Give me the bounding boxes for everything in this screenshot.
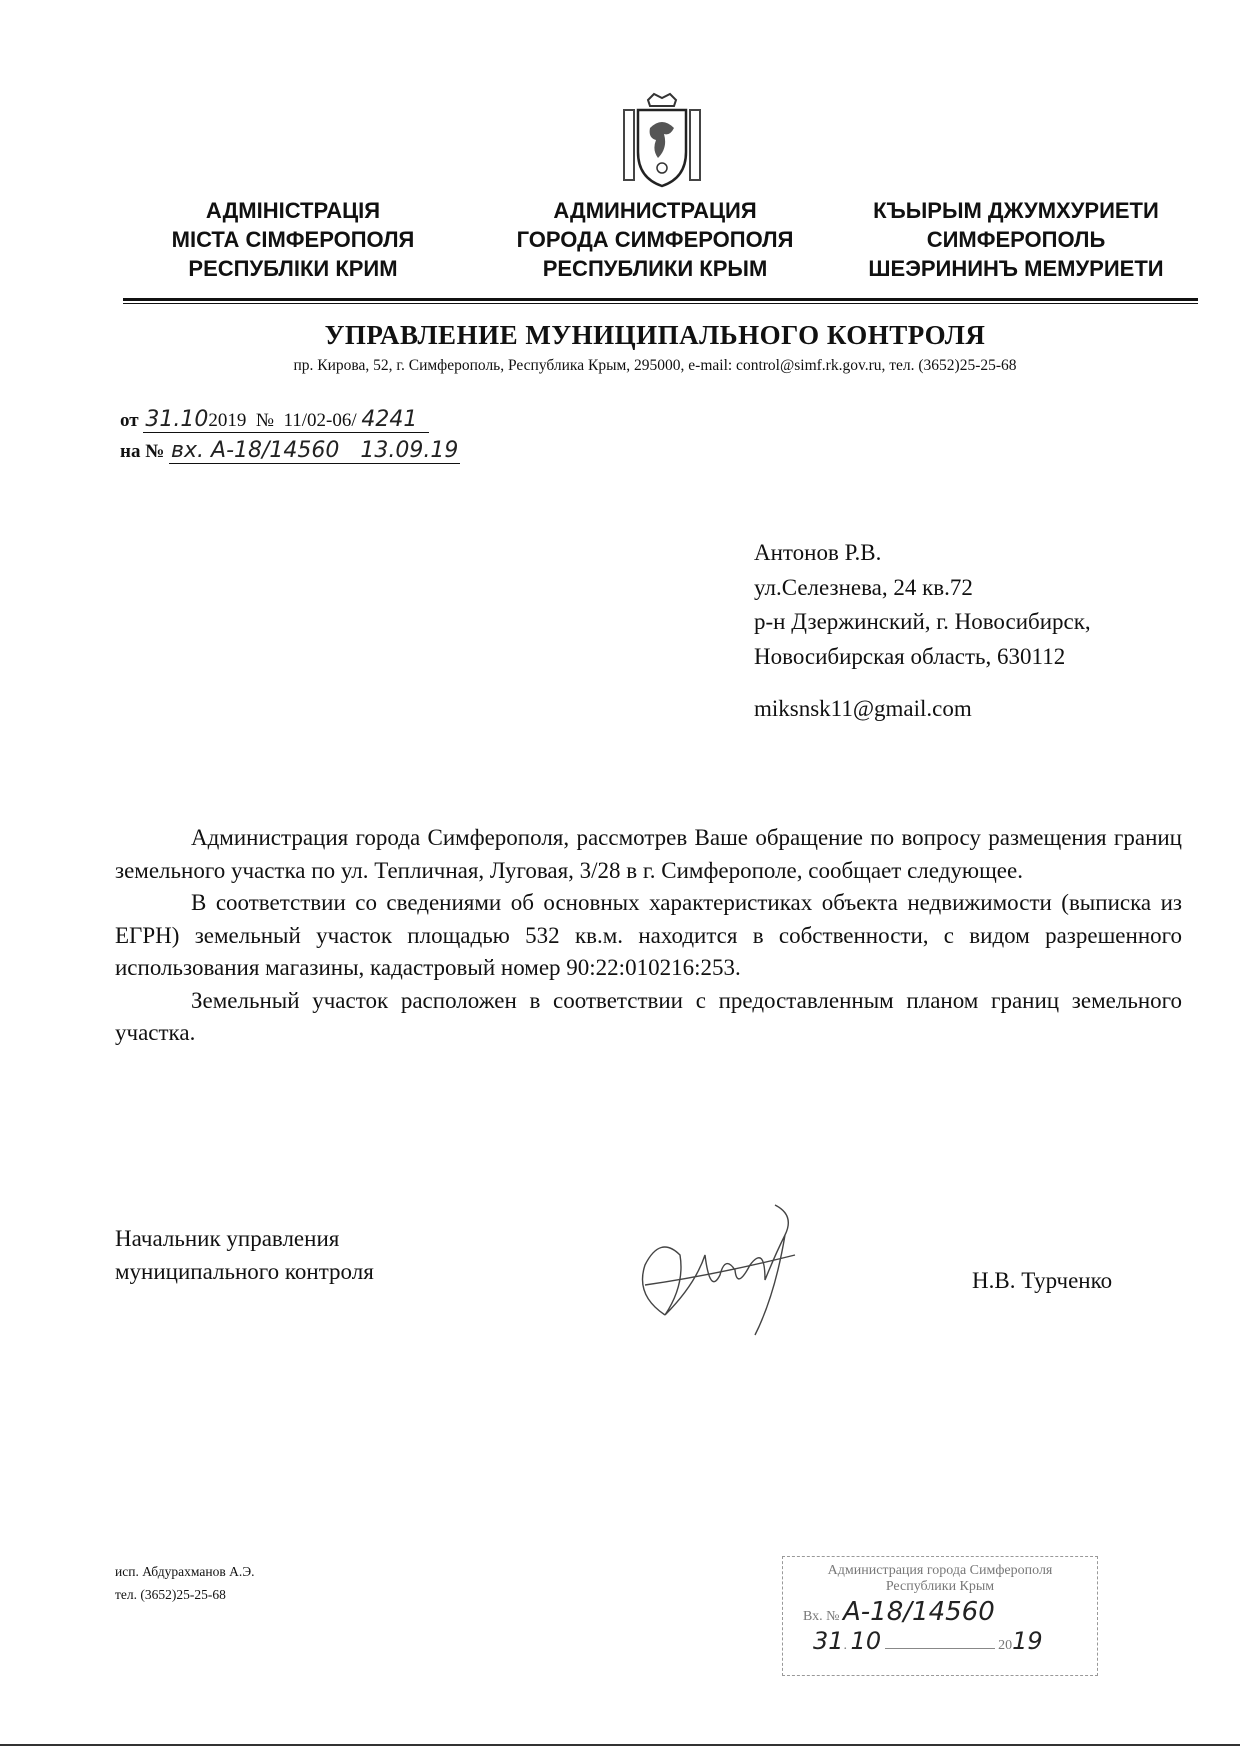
outgoing-reference <box>120 407 429 433</box>
header-russian <box>485 196 825 283</box>
stamp-year-prefix: 20 <box>998 1638 1013 1653</box>
year: 2019 <box>208 410 247 431</box>
letter-body <box>115 822 1182 1050</box>
registration-stamp <box>782 1556 1098 1676</box>
header-divider-thick <box>123 298 1198 301</box>
header-ua-line: МІСТА СІМФЕРОПОЛЯ <box>171 227 415 252</box>
body-paragraph: Земельный участок расположен в соответствии с предоставленным планом границ земельного участка. <box>115 987 1182 1045</box>
executor-name: исп. Абдурахманов А.Э. <box>115 1564 255 1579</box>
from-label: от <box>120 410 139 431</box>
handwritten-date: 31.10 <box>145 407 209 432</box>
recipient-name: Антонов Р.В. <box>754 540 882 565</box>
header-ru-line: ГОРОДА СИМФЕРОПОЛЯ <box>516 227 794 252</box>
reply-label: на № <box>120 441 165 462</box>
stamp-line: Администрация города Симферополя <box>827 1563 1053 1578</box>
handwritten-signature <box>625 1195 815 1340</box>
recipient-street: ул.Селезнева, 24 кв.72 <box>754 574 973 600</box>
recipient-region: Новосибирская область, 630112 <box>754 643 1066 669</box>
recipient-email: miksnsk11@gmail.com <box>754 696 972 721</box>
position-line: Начальник управления <box>115 1226 340 1251</box>
stamp-day: 31 <box>813 1627 844 1655</box>
executor-phone: тел. (3652)25-25-68 <box>115 1587 226 1602</box>
recipient-district: р-н Дзержинский, г. Новосибирск, <box>754 609 1091 634</box>
coat-of-arms-emblem <box>618 92 706 192</box>
signatory-position <box>115 1222 374 1288</box>
stamp-date-row: 31. 10 2019 <box>813 1627 1043 1655</box>
header-crimean-tatar <box>846 196 1186 283</box>
body-paragraph: В соответствии со сведениями об основных характеристиках объекта недвижимости (выписка из ЕГРН) земельный участок площадью 532 кв.м. находится в собственности, с видом разрешенного использования магазины, кадастровый номер 90:22:010216:253. <box>115 890 1182 980</box>
handwritten-reply-number: вх. А-18/14560 13.09.19 <box>171 438 459 463</box>
number-label: № <box>255 410 274 431</box>
header-ua-line: АДМІНІСТРАЦІЯ <box>205 198 381 223</box>
scan-edge-line <box>0 1744 1240 1746</box>
header-ct-line: СИМФЕРОПОЛЬ <box>926 227 1106 252</box>
stamp-line: Республики Крым <box>885 1579 995 1594</box>
handwritten-number: 4241 <box>361 407 418 432</box>
number-prefix: 11/02-06/ <box>283 410 357 431</box>
signatory-name: Н.В. Турченко <box>972 1268 1113 1293</box>
body-paragraph: Администрация города Симферополя, рассмотрев Ваше обращение по вопросу размещения границ земельного участка по ул. Тепличная, Луговая, 3/28 в г. Симферополе, сообщает следующее. <box>115 825 1182 883</box>
recipient-block <box>754 536 1091 727</box>
header-ru-line: РЕСПУБЛИКИ КРЫМ <box>542 256 768 281</box>
header-ru-line: АДМИНИСТРАЦИЯ <box>553 198 757 223</box>
stamp-number-row <box>783 1597 1097 1627</box>
incoming-reference <box>120 438 460 464</box>
department-title: УПРАВЛЕНИЕ МУНИЦИПАЛЬНОГО КОНТРОЛЯ <box>324 320 986 350</box>
stamp-in-label: Вх. № <box>803 1609 840 1624</box>
header-ua-line: РЕСПУБЛІКИ КРИМ <box>188 256 398 281</box>
department-address: пр. Кирова, 52, г. Симферополь, Республика Крым, 295000, e-mail: control@simf.rk.gov.ru, тел. (3652)25-25-68 <box>293 357 1017 374</box>
executor-info <box>115 1560 254 1606</box>
header-ukrainian <box>123 196 463 283</box>
stamp-year-suffix: 19 <box>1012 1627 1043 1655</box>
position-line: муниципального контроля <box>115 1259 374 1284</box>
header-divider-thin <box>123 303 1198 304</box>
header-ct-line: КЪЫРЫМ ДЖУМХУРИЕТИ <box>873 198 1159 223</box>
stamp-month: 10 <box>850 1627 882 1655</box>
stamp-handwritten-number: А-18/14560 <box>843 1597 995 1627</box>
header-ct-line: ШЕЭРИНИНЪ МЕМУРИЕТИ <box>868 256 1164 281</box>
